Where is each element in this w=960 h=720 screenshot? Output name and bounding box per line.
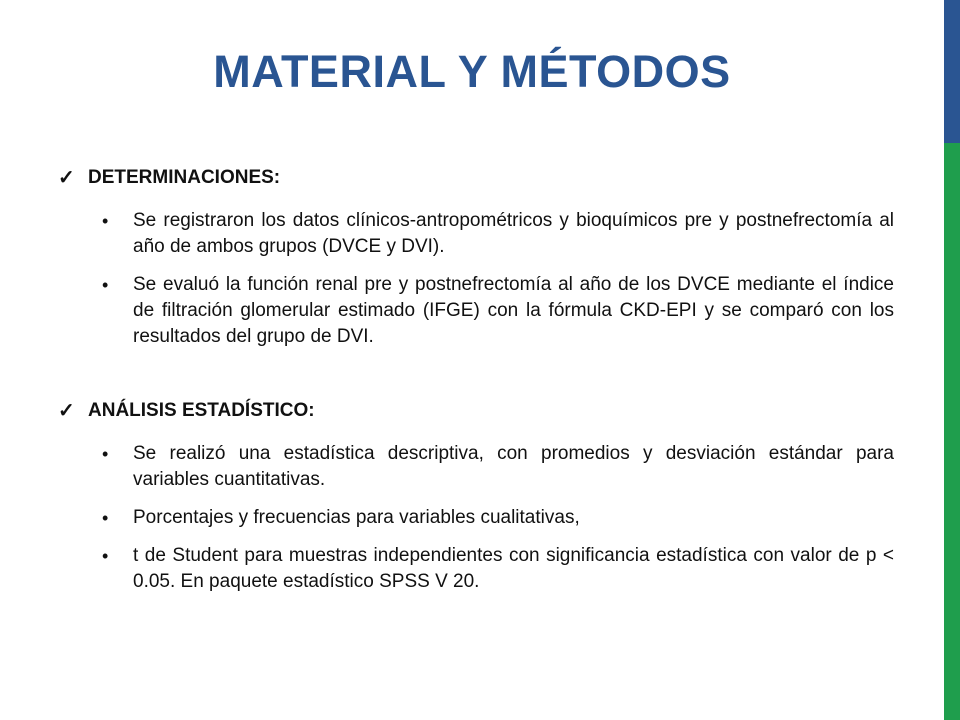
decorative-bar-green <box>944 143 960 720</box>
bullet-text: Porcentajes y frecuencias para variables cualitativas, <box>133 507 580 528</box>
bullet-text: Se registraron los datos clínicos-antropométricos y bioquímicos pre y postnefrectomía al año de ambos grupos (DVCE y DVI). <box>133 210 894 257</box>
section-heading: ANÁLISIS ESTADÍSTICO: <box>88 399 315 421</box>
bullet-text: Se realizó una estadística descriptiva, con promedios y desviación estándar para variables cuantitativas. <box>133 443 894 490</box>
slide-title: MATERIAL Y MÉTODOS <box>213 46 731 97</box>
section-heading: DETERMINACIONES: <box>88 166 281 188</box>
list-item <box>58 441 894 493</box>
bullet-dot-icon: • <box>102 211 109 231</box>
section-heading-row <box>58 398 894 423</box>
list-item <box>58 272 894 350</box>
section-analisis <box>58 398 894 595</box>
list-item <box>58 208 894 260</box>
bullet-dot-icon: • <box>102 275 109 295</box>
bullet-dot-icon: • <box>102 444 109 464</box>
bullet-list <box>58 208 894 350</box>
section-determinaciones <box>58 165 894 350</box>
section-heading-row <box>58 165 894 190</box>
list-item <box>58 543 894 595</box>
list-item <box>58 505 894 531</box>
bullet-text: t de Student para muestras independientes con significancia estadística con valor de p < 0.05. En paquete estadístico SPSS V 20. <box>133 545 894 592</box>
bullet-list <box>58 441 894 595</box>
bullet-text: Se evaluó la función renal pre y postnefrectomía al año de los DVCE mediante el índice de filtración glomerular estimado (IFGE) con la fórmula CKD-EPI y se comparó con los resultados del grupo de DVI. <box>133 274 894 347</box>
checkmark-icon: ✓ <box>58 167 75 189</box>
bullet-dot-icon: • <box>102 546 109 566</box>
bullet-dot-icon: • <box>102 508 109 528</box>
decorative-bar-blue <box>944 0 960 143</box>
checkmark-icon: ✓ <box>58 400 75 422</box>
